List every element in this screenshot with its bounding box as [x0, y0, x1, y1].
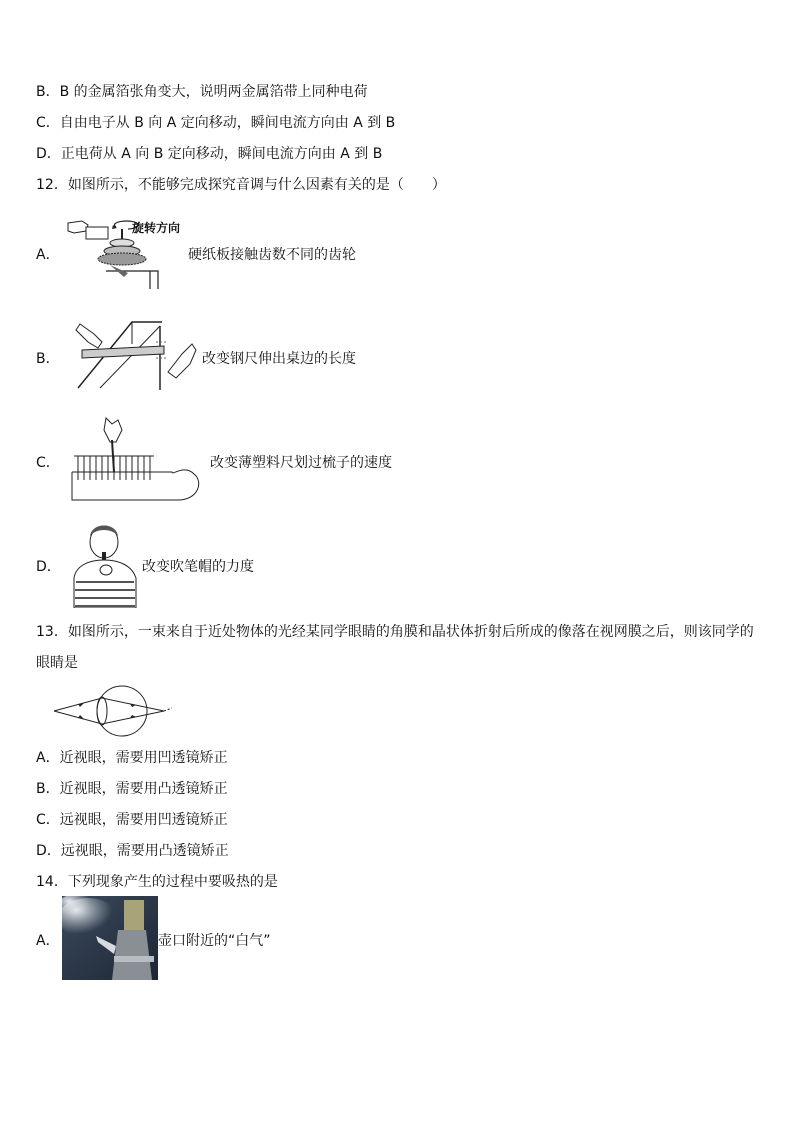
q12-option-a-label: A．: [36, 247, 60, 263]
q14-stem: 14．下列现象产生的过程中要吸热的是: [36, 874, 278, 890]
q12-option-c-caption: 改变薄塑料尺划过梳子的速度: [210, 455, 392, 471]
q12-option-b-label: B．: [36, 351, 60, 367]
eye-diagram-figure: [52, 684, 176, 738]
ruler-table-figure: [72, 320, 200, 392]
q12-option-c-label: C．: [36, 455, 60, 471]
q14-option-a-caption: 壶口附近的“白气”: [158, 933, 271, 949]
kettle-steam-photo: [62, 896, 158, 980]
q14-option-a-label: A．: [36, 933, 60, 949]
q12-option-d-label: D．: [36, 559, 61, 575]
q12-option-d-caption: 改变吹笔帽的力度: [142, 559, 254, 575]
q12-option-b-caption: 改变钢尺伸出桌边的长度: [202, 351, 356, 367]
rotation-direction-label: 旋转方向: [132, 221, 181, 235]
q13-stem-line2: 眼睛是: [36, 655, 78, 671]
comb-figure: [68, 416, 204, 504]
q12-option-a-caption: 硬纸板接触齿数不同的齿轮: [188, 247, 356, 263]
q12-stem: 12．如图所示，不能够完成探究音调与什么因素有关的是（ ）: [36, 177, 446, 193]
boy-blowing-pen-cap-figure: [66, 520, 142, 608]
q11-option-c: C．自由电子从 B 向 A 定向移动，瞬间电流方向由 A 到 B: [36, 115, 396, 131]
q13-option-d: D．远视眼，需要用凸透镜矫正: [36, 843, 229, 859]
q13-option-c: C．远视眼，需要用凹透镜矫正: [36, 812, 228, 828]
q11-option-b: B．B 的金属箔张角变大，说明两金属箔带上同种电荷: [36, 84, 368, 100]
q11-option-d: D．正电荷从 A 向 B 定向移动，瞬间电流方向由 A 到 B: [36, 146, 383, 162]
q13-option-b: B．近视眼，需要用凸透镜矫正: [36, 781, 228, 797]
q13-option-a: A．近视眼，需要用凹透镜矫正: [36, 750, 228, 766]
q13-stem-line1: 13．如图所示，一束来自于近处物体的光经某同学眼睛的角膜和晶状体折射后所成的像落在视网膜之后，则该同学的: [36, 624, 754, 640]
